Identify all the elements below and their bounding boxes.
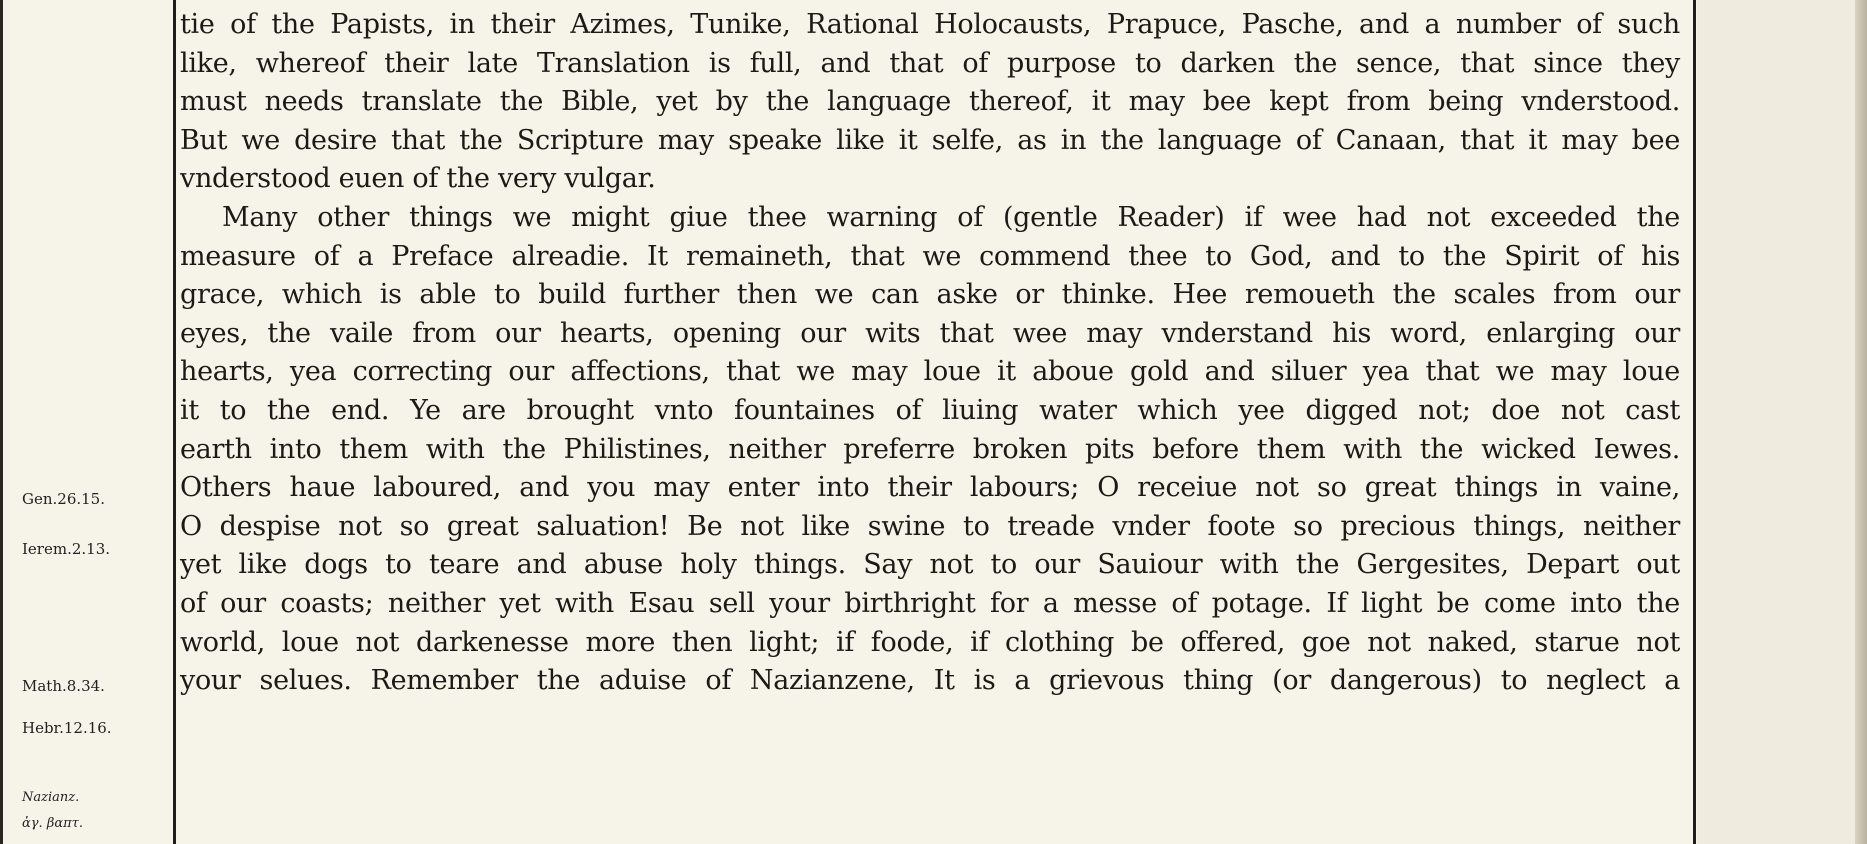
page-right-edge — [1855, 0, 1867, 844]
margin-notes — [0, 0, 172, 844]
margin-note-matthew: Math.8.34. — [22, 677, 105, 695]
text-line: measure of a Preface alreadie. It remaineth, that we commend thee to God, and to the Spirit of his — [180, 240, 1680, 272]
text-frame-left-rule — [173, 0, 176, 844]
text-line: earth into them with the Philistines, neither preferre broken pits before them with the wicked Iewes. — [180, 433, 1680, 465]
text-line: tie of the Papists, in their Azimes, Tunike, Rational Holocausts, Prapuce, Pasche, and a number of such — [180, 9, 1680, 40]
text-line: eyes, the vaile from our hearts, opening our wits that wee may vnderstand his word, enlarging our — [180, 317, 1680, 349]
margin-note-genesis: Gen.26.15. — [22, 490, 105, 508]
text-line: Many other things we might giue thee warning of (gentle Reader) if wee had not exceeded the — [222, 201, 1680, 233]
margin-note-jeremiah: Ierem.2.13. — [22, 540, 111, 558]
text-line: O despise not so great saluation! Be not like swine to treade vnder foote so precious things, neither — [180, 510, 1680, 542]
text-line: must needs translate the Bible, yet by the language thereof, it may bee kept from being vnderstood. — [180, 86, 1680, 118]
margin-note-hebrews: Hebr.12.16. — [22, 719, 112, 737]
text-line: world, loue not darkenesse more then light; if foode, if clothing be offered, goe not naked, starue not — [180, 626, 1680, 658]
text-line: your selues. Remember the aduise of Nazianzene, It is a grievous thing (or dangerous) to neglect a — [180, 665, 1680, 697]
text-line: yet like dogs to teare and abuse holy things. Say not to our Sauiour with the Gergesites, Depart out — [180, 549, 1680, 581]
body-text — [180, 6, 1680, 701]
text-line: of our coasts; neither yet with Esau sell your birthright for a messe of potage. If light be come into the — [180, 587, 1680, 619]
text-line: Others haue laboured, and you may enter into their labours; O receiue not so great things in vaine, — [180, 472, 1680, 504]
margin-note-greek: ἁγ. βαπτ. — [22, 816, 83, 831]
text-line: grace, which is able to build further then we can aske or thinke. Hee remoueth the scales from our — [180, 279, 1680, 311]
text-line: like, whereof their late Translation is full, and that of purpose to darken the sence, that since they — [180, 47, 1680, 79]
text-frame-right-rule — [1693, 0, 1696, 844]
text-line: But we desire that the Scripture may speake like it selfe, as in the language of Canaan, that it may bee — [180, 124, 1680, 156]
text-line: hearts, yea correcting our affections, that we may loue it aboue gold and siluer yea that we may loue — [180, 356, 1680, 388]
right-margin — [1697, 0, 1867, 844]
text-line: it to the end. Ye are brought vnto fountaines of liuing water which yee digged not; doe not cast — [180, 394, 1680, 426]
text-line: vnderstood euen of the very vulgar. — [180, 163, 656, 195]
margin-note-nazianzen: Nazianz. — [22, 790, 80, 805]
